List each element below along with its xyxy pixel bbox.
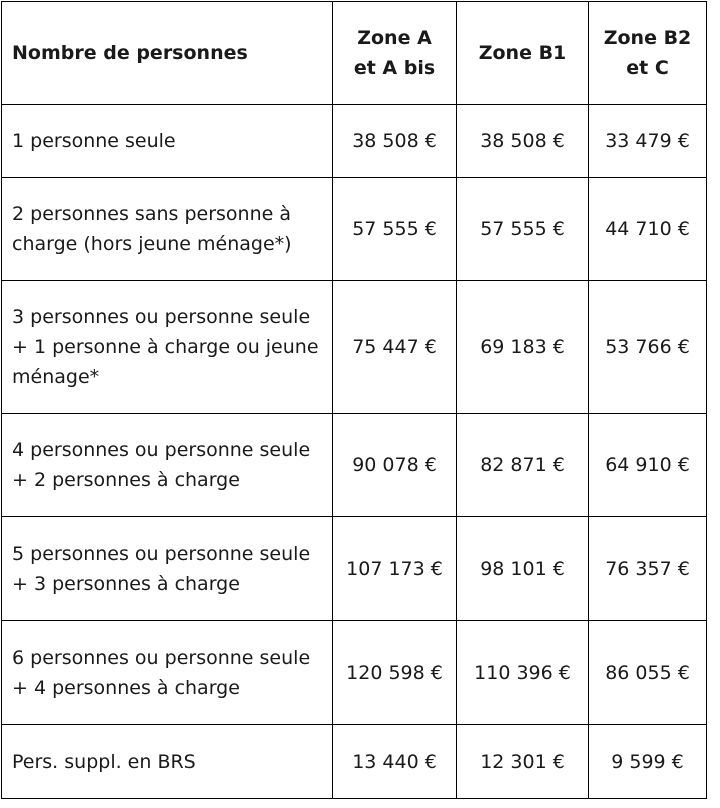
cell-zone-b2-c: 53 766 € xyxy=(589,281,707,414)
row-label: Pers. suppl. en BRS xyxy=(2,725,333,799)
row-label: 3 personnes ou personne seule + 1 personne à charge ou jeune ménage* xyxy=(2,281,333,414)
row-label: 2 personnes sans personne à charge (hors jeune ménage*) xyxy=(2,178,333,281)
cell-zone-b2-c: 9 599 € xyxy=(589,725,707,799)
cell-zone-a: 107 173 € xyxy=(333,517,457,621)
cell-zone-b1: 69 183 € xyxy=(457,281,589,414)
cell-zone-b2-c: 76 357 € xyxy=(589,517,707,621)
cell-zone-a: 75 447 € xyxy=(333,281,457,414)
table-row xyxy=(2,281,707,414)
cell-zone-b2-c: 64 910 € xyxy=(589,414,707,517)
header-nombre-personnes: Nombre de personnes xyxy=(2,2,333,105)
table-header-row xyxy=(2,2,707,105)
table-row xyxy=(2,517,707,621)
income-ceiling-table xyxy=(1,1,707,799)
cell-zone-a: 120 598 € xyxy=(333,621,457,725)
table-row xyxy=(2,105,707,178)
cell-zone-b1: 57 555 € xyxy=(457,178,589,281)
row-label: 4 personnes ou personne seule + 2 personnes à charge xyxy=(2,414,333,517)
cell-zone-b1: 110 396 € xyxy=(457,621,589,725)
table-row xyxy=(2,621,707,725)
header-zone-b1: Zone B1 xyxy=(457,2,589,105)
table-row xyxy=(2,414,707,517)
cell-zone-b1: 38 508 € xyxy=(457,105,589,178)
row-label: 5 personnes ou personne seule + 3 personnes à charge xyxy=(2,517,333,621)
cell-zone-a: 38 508 € xyxy=(333,105,457,178)
cell-zone-b1: 82 871 € xyxy=(457,414,589,517)
row-label: 6 personnes ou personne seule + 4 personnes à charge xyxy=(2,621,333,725)
cell-zone-b1: 12 301 € xyxy=(457,725,589,799)
cell-zone-b1: 98 101 € xyxy=(457,517,589,621)
cell-zone-b2-c: 86 055 € xyxy=(589,621,707,725)
table-row xyxy=(2,725,707,799)
cell-zone-b2-c: 44 710 € xyxy=(589,178,707,281)
header-zone-a: Zone A et A bis xyxy=(333,2,457,105)
cell-zone-b2-c: 33 479 € xyxy=(589,105,707,178)
cell-zone-a: 57 555 € xyxy=(333,178,457,281)
header-zone-b2-c: Zone B2 et C xyxy=(589,2,707,105)
row-label: 1 personne seule xyxy=(2,105,333,178)
cell-zone-a: 90 078 € xyxy=(333,414,457,517)
cell-zone-a: 13 440 € xyxy=(333,725,457,799)
table-row xyxy=(2,178,707,281)
